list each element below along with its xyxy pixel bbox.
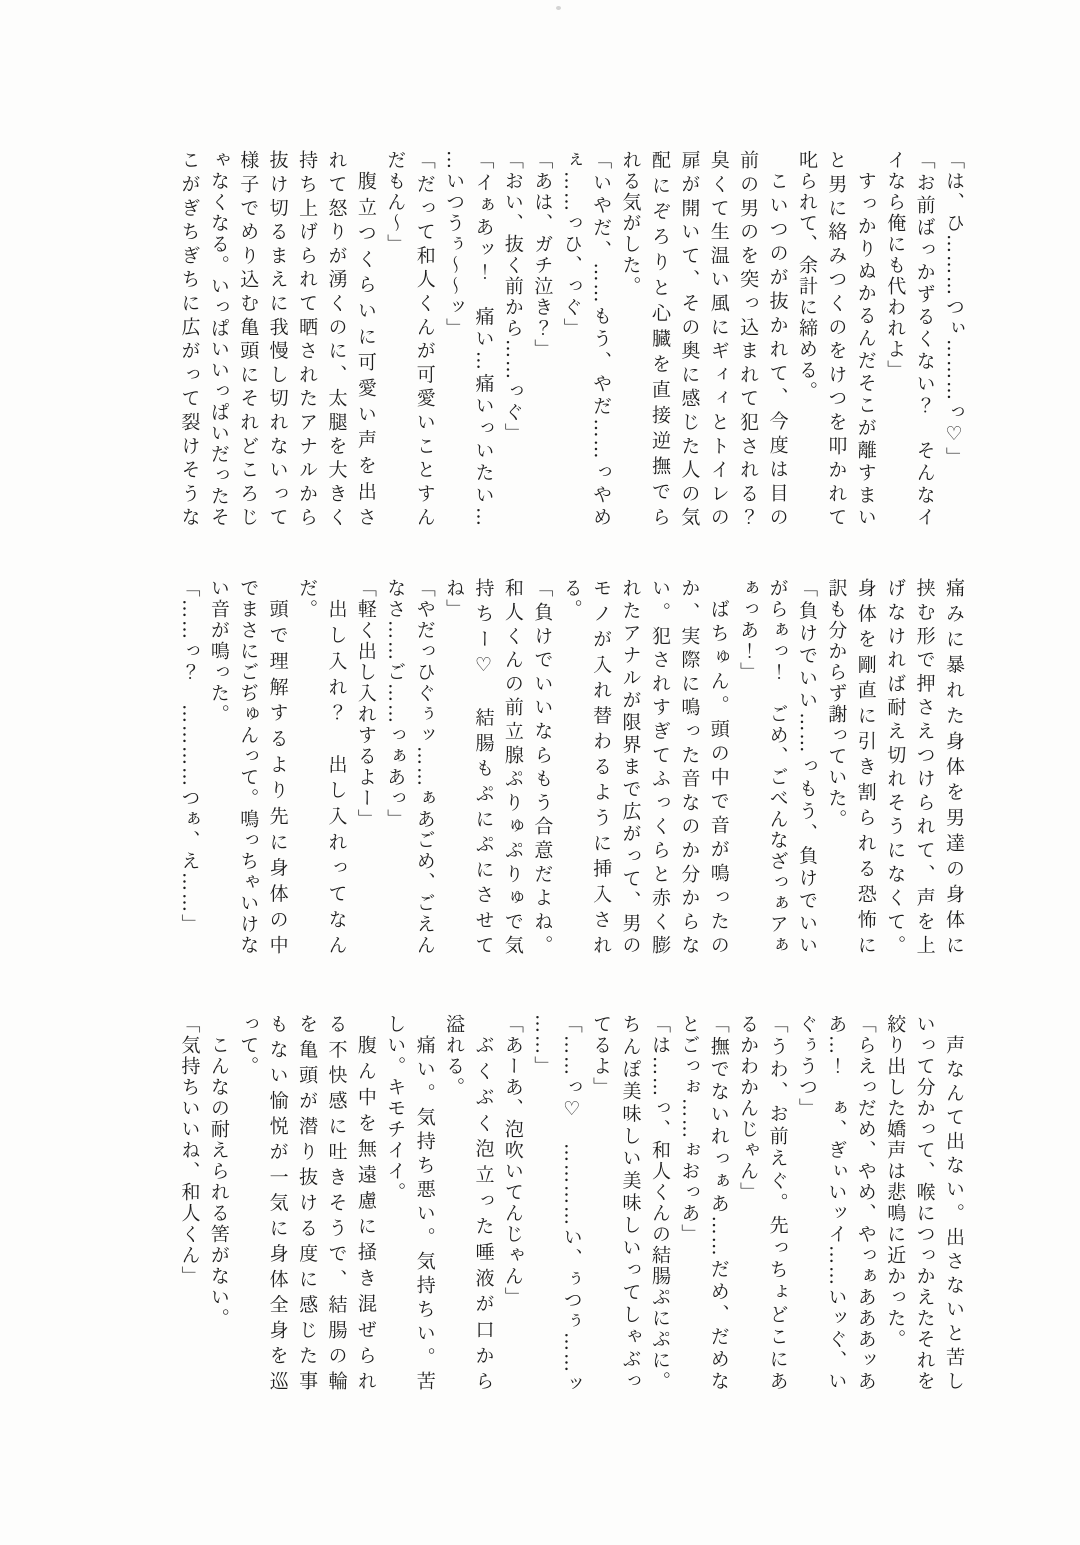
text-line: 「は……っ、和人くんの結腸ぷにぷに。 — [648, 1014, 671, 1392]
text-line: がらぁっ！ ごめ、ごべんなざっぁアぁ — [766, 578, 789, 956]
text-line: 持ちー♡ 結腸もぷにぷにさせて — [472, 578, 495, 956]
text-line: ばちゅん。頭の中で音が鳴ったの — [707, 599, 730, 956]
text-line: 前の男のを突っ込まれて犯される？ — [737, 150, 760, 528]
text-line: 「あは、ガチ泣き？」 — [531, 150, 554, 360]
text-line: 叱られて、余計に締める。 — [795, 150, 818, 402]
text-line: すっかりぬかるんだそこが離すまい — [854, 171, 877, 528]
text-line: 「軽く出し入れするよー」 — [354, 578, 377, 830]
text-line: いって分かって、喉につっかえたそれを — [913, 1014, 936, 1392]
text-line: れる気がした。 — [619, 150, 642, 297]
text-block-bottom — [174, 1014, 968, 1395]
text-line: でまさにごぢゅんって。鳴っちゃいけな — [237, 578, 260, 956]
text-line: 「お前ばっかずるくない？ そんなイ — [913, 150, 936, 528]
text-line: 声なんて出ない。出さないと苦し — [943, 1035, 965, 1392]
text-block-middle — [174, 578, 968, 956]
text-line: 「うわ、お前えぐ。先っちょどこにあ — [766, 1014, 789, 1392]
text-block-top — [174, 150, 968, 528]
text-line: だもん〜」 — [384, 150, 407, 255]
text-line: い音が鳴った。 — [207, 578, 230, 725]
text-line: こいつのが抜かれて、今度は目の — [766, 171, 789, 528]
text-line: イなら俺にも代われよ」 — [884, 150, 907, 381]
text-line: 様子でめり込む亀頭にそれどころじ — [237, 150, 260, 528]
text-line: 「気持ちいいね、和人くん」 — [178, 1014, 201, 1287]
text-line: なさ……ご……っぁあっ」 — [384, 578, 407, 830]
text-line: あ…！ ぁ、ぎぃいッイ……いッぐ、い — [825, 1014, 848, 1392]
text-line: ぇ……っひ、っぐ」 — [560, 150, 583, 339]
text-line: 「おい、抜く前から……っぐ」 — [501, 150, 524, 444]
text-line: 「だって和人くんが可愛いことすん — [413, 150, 436, 528]
text-line: 腹立つくらいに可愛い声を出さ — [354, 171, 377, 528]
text-line: 「やだっひぐぅッ……ぁあごめ、ごえん — [413, 578, 436, 956]
text-line: 「……っ♡ …………い、ぅつぅ……ッ — [560, 1014, 583, 1395]
text-line: 抜け切るまえに我慢し切れないって — [266, 150, 289, 528]
text-line: 和人くんの前立腺ぷりゅぷりゅで気 — [501, 578, 524, 956]
text-line: 「イぁあッ！ 痛い…痛いっいたい… — [472, 150, 495, 528]
text-line: モノが入れ替わるように挿入され — [590, 578, 613, 956]
text-line: と男に絡みつくのをけつを叩かれて — [825, 150, 848, 528]
text-line: ね」 — [443, 578, 466, 620]
text-line: ぁっあ！」 — [737, 578, 760, 683]
text-line: だ。 — [296, 578, 319, 620]
text-line: 訳も分からず謝っていた。 — [825, 578, 848, 830]
text-line: る。 — [560, 578, 583, 620]
text-line: る不快感に吐きそうで、結腸の輪 — [325, 1014, 348, 1392]
text-line: 溢れる。 — [443, 1014, 466, 1098]
text-line: 扉が開いて、その奥に感じた人の気 — [678, 150, 701, 528]
text-line: 挟む形で押さえつけられて、声を上 — [913, 578, 936, 956]
text-line: 「負けでいいならもう合意だよね。 — [531, 578, 554, 956]
text-line: もない愉悦が一気に身体全身を巡 — [266, 1014, 289, 1392]
text-line: 絞り出した嬌声は悲鳴に近かった。 — [884, 1014, 907, 1350]
text-line: 出し入れ？ 出し入れってなん — [325, 599, 348, 956]
text-line: 「いやだ、……もう、やだ……っやめ — [590, 150, 613, 528]
text-line: を亀頭が潜り抜ける度に感じた事 — [296, 1014, 319, 1392]
text-line: ちんぽ美味しい美味しいってしゃぶっ — [619, 1014, 642, 1392]
text-line: 痛みに暴れた身体を男達の身体に — [943, 578, 965, 956]
text-line: 痛い。気持ち悪い。気持ちい。苦 — [413, 1035, 436, 1392]
text-line: 身体を剛直に引き割られる恐怖に — [854, 578, 877, 956]
text-line: しい。キモチイイ。 — [384, 1014, 407, 1203]
text-line: 「は、ひ………つぃ………っ♡」 — [943, 150, 965, 468]
text-line: い。犯されすぎてふっくらと赤く膨 — [648, 578, 671, 956]
text-line: ゃなくなる。いっぱいいっぱいだったそ — [207, 150, 230, 528]
text-line: ぶくぶく泡立った唾液が口から — [472, 1035, 495, 1392]
text-line: 配にぞろりと心臓を直接逆撫でら — [648, 150, 671, 528]
text-line: か、実際に鳴った音なのか分からな — [678, 578, 701, 956]
text-line: 持ち上げられて晒されたアナルから — [296, 150, 319, 528]
text-line: って。 — [237, 1014, 260, 1077]
text-line: 「……っ？ …………つぁ、え……」 — [178, 578, 201, 935]
text-line: こがぎちぎちに広がって裂けそうな — [178, 150, 201, 528]
text-line: とごっぉ……ぉおっあ」 — [678, 1014, 701, 1245]
text-line: 「らえっだめ、やめ、やっぁあああッあ — [854, 1014, 877, 1392]
text-line: こんなの耐えられる筈がない。 — [207, 1035, 230, 1329]
text-line: ……」 — [531, 1014, 554, 1077]
text-line: …いつうぅ〜〜ッ」 — [443, 150, 466, 339]
text-line: げなければ耐え切れそうになくて。 — [884, 578, 907, 956]
text-line: 「撫でないれっぁあ……だめ、だめな — [707, 1014, 730, 1392]
scan-speck — [556, 6, 561, 10]
text-line: てるよ」 — [590, 1014, 613, 1098]
text-line: 臭くて生温い風にギィィとトイレの — [707, 150, 730, 528]
text-line: 頭で理解するより先に身体の中 — [266, 599, 289, 956]
text-line: れたアナルが限界まで広がって、男の — [619, 578, 642, 956]
text-line: るかわかんじゃん」 — [737, 1014, 760, 1203]
text-line: 「あーあ、泡吹いてんじゃん」 — [501, 1014, 524, 1308]
text-line: ぐぅうつ」 — [795, 1014, 818, 1119]
text-line: 「負けでいい……っもう、負けでいい — [795, 578, 818, 956]
text-line: 腹ん中を無遠慮に掻き混ぜられ — [354, 1035, 377, 1392]
text-line: れて怒りが湧くのに、太腿を大きく — [325, 150, 348, 528]
